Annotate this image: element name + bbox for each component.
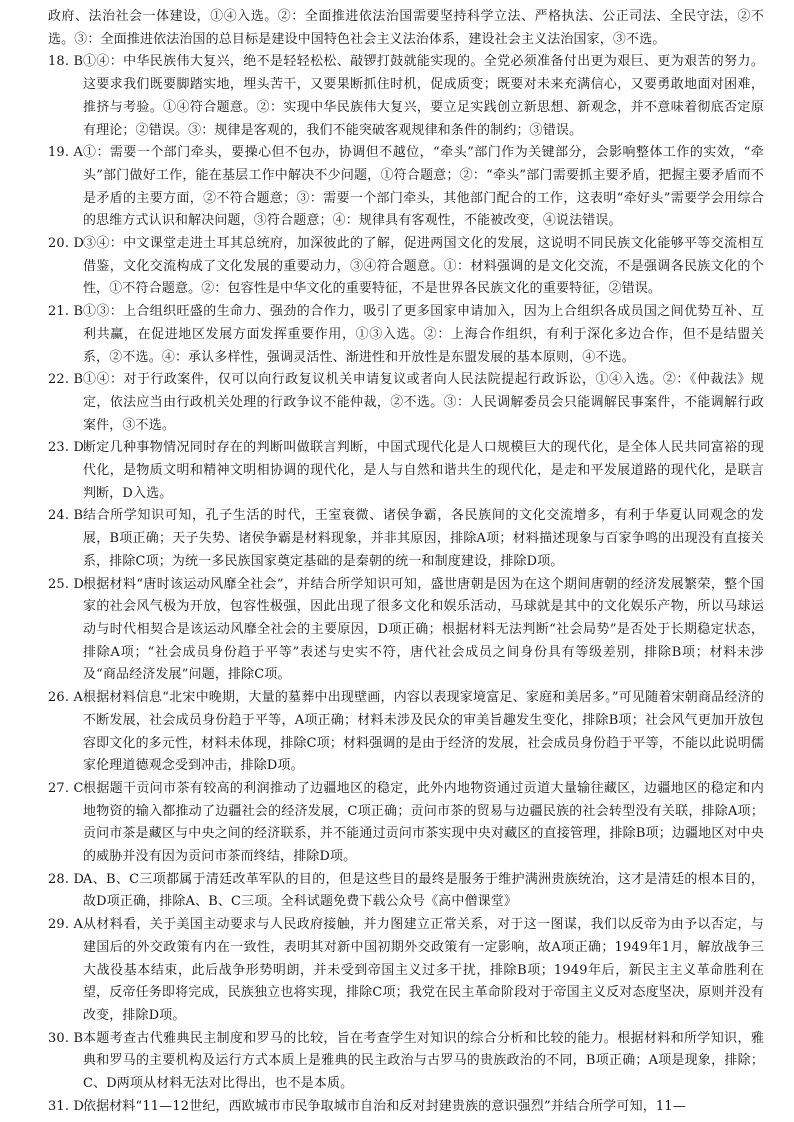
answer-item bbox=[48, 369, 764, 437]
answer-item bbox=[48, 1096, 764, 1119]
answer-item bbox=[48, 914, 764, 1028]
answer-number: 19. A bbox=[48, 145, 84, 161]
answer-item bbox=[48, 142, 764, 233]
answer-number: 26. A bbox=[48, 690, 84, 706]
answer-explanation: 从材料看，关于美国主动要求与人民政府接触，并力图建立正常关系，对于这一图谋，我们以反帝为由予以否定，与建国后的外交政策有内在一致性，表明其对新中国初期外交政策有一定影响，故A项正确；1949年1月，解放战争三大战役基本结束，此后战争形势明朗，并未受到帝国主义过多干扰，排除B项；1949年后，新民主主义革命胜利在望，反帝任务即将完成，民族独立也将实现，排除C项；我党在民主革命阶段对于帝国主义反对态度坚决，原则并没有改变，排除D项。 bbox=[83, 917, 764, 1023]
answer-number: 22. B bbox=[48, 372, 84, 388]
answer-explanation: ①④：中华民族伟大复兴，绝不是轻轻松松、敲锣打鼓就能实现的。全党必须准备付出更为艰巨、更为艰苦的努力。这要求我们既要脚踏实地，埋头苦干，又要果断抓住时机，促成质变；既要对未来充满信心，又要勇敢地面对困难，推挤与考验。①④符合题意。②：实现中华民族伟大复兴，要立足实践创立新思想、新观念，并不意味着彻底否定原有理论；②错误。③：规律是客观的，我们不能突破客观规律和条件的制约；③错误。 bbox=[83, 54, 764, 138]
answer-explanation: 根据题干贡问市茶有较高的利润推动了边疆地区的稳定，此外内地物资通过贡道大量输往藏区，边疆地区的稳定和内地物资的输入都推动了边疆社会的经济发展，C项正确；贡问市茶的贸易与边疆民族的社会转型没有关联，排除A项；贡问市茶是藏区与中央之间的经济联系，并不能通过贡问市茶实现中央对藏区的直接管理，排除B项；边疆地区对中央的威胁并没有因为贡问市茶而终结，排除D项。 bbox=[83, 780, 764, 865]
answer-number: 18. B bbox=[48, 54, 84, 70]
answer-explanation: ①③：上合组织旺盛的生命力、强劲的合作力，吸引了更多国家申请加入，因为上合组织各成员国之间优势互补、互利共赢，在促进地区发展方面发挥重要作用，①③入选。②：上海合作组织，有利于深化多边合作，但不是结盟关系，②不选。④：承认多样性，强调灵活性、渐进性和开放性是东盟发展的基本原则，④不选。 bbox=[83, 304, 764, 365]
answer-explanation: 本题考查古代雅典民主制度和罗马的比较，旨在考查学生对知识的综合分析和比较的能力。根据材料和所学知识，雅典和罗马的主要机构及运行方式本质上是雅典的民主政治与古罗马的贵族政治的不同，B项正确；A项是现象，排除；C、D两项从材料无法对比得出，也不是本质。 bbox=[83, 1030, 764, 1092]
answer-item bbox=[48, 437, 764, 505]
answer-explanation: 根据材料“唐时该运动风靡全社会”，并结合所学知识可知，盛世唐朝是因为在这个期间唐朝的经济发展繁荣，整个国家的社会风气极为开放，包容性极强，因此出现了很多文化和娱乐活动，马球就是其中的文化娱乐产物，所以马球运动与时代相契合是该运动风靡全社会的主要原因，D项正确；根据材料无法判断“社会局势”是否处于长期稳定状态，排除A项；“社会成员身份趋于平等”表述与史实不符，唐代社会成员之间身份具有等级差别，排除B项；材料未涉及“商品经济发展”问题，排除C项。 bbox=[83, 576, 764, 683]
answer-number: 29. A bbox=[48, 917, 84, 933]
answer-item bbox=[48, 233, 764, 301]
answer-number: 25. D bbox=[48, 576, 85, 592]
answer-number: 27. C bbox=[48, 780, 84, 796]
answer-explanation: 根据材料信息“北宋中晚期，大量的墓葬中出现壁画，内容以表现家境富足、家庭和美居多。”可见随着宋朝商品经济的不断发展，社会成员身份趋于平等，A项正确；材料未涉及民众的审美旨趣发生变化，排除B项；社会风气更加开放包容即文化的多元性，材料未体现，排除C项；材料强调的是由于经济的发展，社会成员身份趋于平等，不能以此说明儒家伦理道德观念受到冲击，排除D项。 bbox=[83, 690, 764, 774]
answer-explanation: ①：需要一个部门牵头，要操心但不包办，协调但不越位，“牵头”部门作为关键部分，会影响整体工作的实效，“牵头”部门做好工作，能在基层工作中解决不少问题，①符合题意；②：“牵头”部门需要抓主要矛盾，把握主要矛盾而不是矛盾的主要方面，②不符合题意；③：需要一个部门牵头，其他部门配合的工作，这表明“牵好头”需要学会用综合的思维方式认识和解决问题，③符合题意；④：规律具有客观性，不能被改变，④说法错误。 bbox=[83, 145, 764, 229]
answer-number: 23. D bbox=[48, 440, 85, 456]
answer-item bbox=[48, 778, 764, 869]
answer-item bbox=[48, 51, 764, 142]
answer-explanation: 断定几种事物情况同时存在的判断叫做联言判断，中国式现代化是人口规模巨大的现代化，是全体人民共同富裕的现代化，是物质文明和精神文明相协调的现代化，是人与自然和谐共生的现代化，是走和平发展道路的现代化，是联言判断，D入选。 bbox=[83, 440, 764, 501]
answer-explanation: A、B、C三项都属于清廷改革军队的目的，但是这些目的最终是服务于维护满洲贵族统治，这才是清廷的根本目的，故D项正确，排除A、B、C三项。全科试题免费下载公众号《高中僧课堂》 bbox=[83, 871, 764, 910]
answer-item bbox=[48, 574, 764, 688]
answer-items-list bbox=[48, 51, 764, 1118]
answer-explanation: 结合所学知识可知，孔子生活的时代，王室衰微、诸侯争霸，各民族间的文化交流增多，有利于华夏认同观念的发展，B项正确；天子失势、诸侯争霸是材料现象，并非其原因，排除A项；材料描述现象与百家争鸣的出现没有直接关系，排除C项；为统一多民族国家奠定基础的是秦朝的统一和制度建设，排除D项。 bbox=[83, 508, 764, 569]
answer-explanations-page bbox=[48, 6, 764, 1118]
answer-item bbox=[48, 505, 764, 573]
answer-explanation: ③④：中文课堂走进土耳其总统府，加深彼此的了解，促进两国文化的发展，这说明不同民族文化能够平等交流相互借鉴，文化交流构成了文化发展的重要动力，③④符合题意。①：材料强调的是文化交流，不是强调各民族文化的个性，①不符合题意。②：包容性是中华文化的重要特征，不是世界各民族文化的重要特征，②错误。 bbox=[83, 236, 764, 297]
answer-item bbox=[48, 687, 764, 778]
answer-explanation: ①④：对于行政案件，仅可以向行政复议机关申请复议或者向人民法院提起行政诉讼，①④入选。②：《仲裁法》规定，依法应当由行政机关处理的行政争议不能仲裁，②不选。③：人民调解委员会只能调解民事案件，不能调解行政案件，③不选。 bbox=[83, 372, 764, 433]
answer-item bbox=[48, 301, 764, 369]
answer-number: 20. D bbox=[48, 236, 85, 252]
answer-number: 24. B bbox=[48, 508, 84, 524]
answer-number: 28. D bbox=[48, 871, 85, 887]
answer-explanation: 依据材料“11—12世纪，西欧城市市民争取城市自治和反对封建贵族的意识强烈”并结合所学可知，11— bbox=[83, 1098, 686, 1114]
answer-item bbox=[48, 869, 764, 914]
answer-number: 21. B bbox=[48, 304, 84, 320]
answer-number: 31. D bbox=[48, 1098, 85, 1114]
intro-paragraph: 政府、法治社会一体建设，①④入选。②：全面推进依法治国需要坚持科学立法、严格执法、公正司法、全民守法，②不选。③：全面推进依法治国的总目标是建设中国特色社会主义法治体系，建设社会主义法治国家，③不选。 bbox=[48, 9, 764, 47]
answer-item bbox=[48, 1028, 764, 1096]
answer-number: 30. B bbox=[48, 1030, 84, 1046]
